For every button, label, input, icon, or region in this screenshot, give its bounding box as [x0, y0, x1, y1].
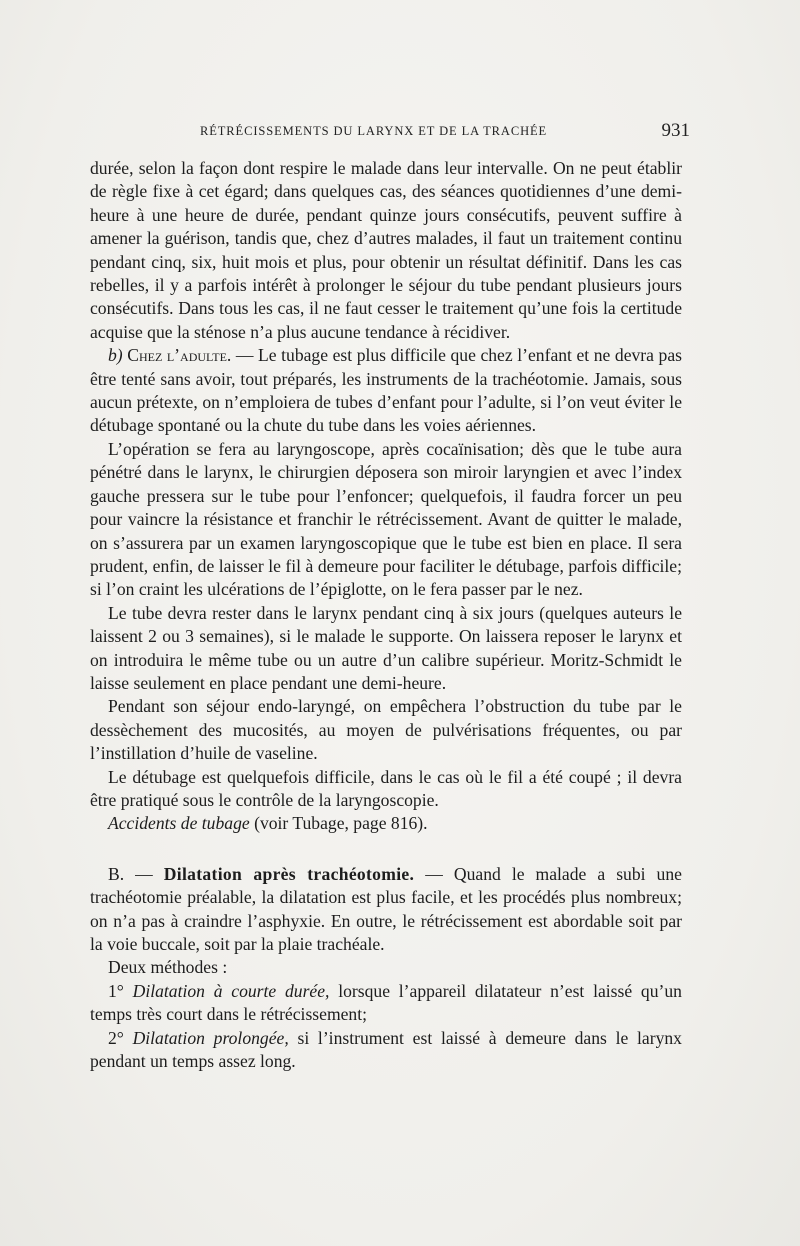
paragraph-two-methods: Deux méthodes :	[108, 957, 228, 978]
section-label: B. —	[108, 863, 153, 884]
method-2-title: Dilatation prolongée,	[132, 1027, 289, 1048]
section-gap	[90, 836, 682, 863]
page-number: 931	[661, 120, 690, 141]
body-text	[90, 157, 682, 1073]
running-title: RÉTRÉCISSEMENTS DU LARYNX ET DE LA TRACHÉE	[200, 124, 548, 138]
paragraph-continuation: durée, selon la façon dont respire le malade dans leur intervalle. On ne peut établir de règle fixe à cet égard; dans quelques cas, des séances quotidiennes d’une demi-heure à une heure de durée, pendant quinze jours consécutifs, peuvent suffire à amener la guérison, tandis que, chez d’autres malades, il faut un traitement continu pendant cinq, six, huit mois et plus, pour obtenir un résultat définitif. Dans les cas rebelles, il y a parfois intérêt à prolonger le séjour du tube pendant plusieurs jours consécutifs. Dans tous les cas, il ne faut cesser le traitement qu’une fois la certitude acquise que la sténose n’a plus aucune tendance à récidiver.	[90, 158, 682, 342]
paragraph-adult-tubage	[90, 344, 682, 438]
subsection-label: b)	[108, 345, 123, 366]
method-1-number: 1°	[108, 980, 124, 1001]
accidents-reference: (voir Tubage, page 816).	[254, 813, 428, 834]
accidents-title: Accidents de tubage	[108, 813, 250, 834]
section-heading: Dilatation après trachéotomie.	[163, 863, 415, 884]
page-header	[200, 120, 690, 142]
subsection-text: — Le tubage est plus difficile que chez l’enfant et ne devra pas être tenté sans avoir, tout préparés, les instruments de la trachéotomie. Jamais, sous aucun prétexte, on n’emploiera de tubes d’enfant pour l’adulte, si l’on veut éviter le détubage spontané ou la chute du tube dans les voies aériennes.	[90, 345, 682, 436]
method-1-text: lorsque l’appareil dilatateur n’est laissé qu’un temps très court dans le rétrécissement;	[90, 980, 682, 1025]
paragraph-operation: L’opération se fera au laryngoscope, après cocaïnisation; dès que le tube aura pénétré dans le larynx, le chirurgien déposera son miroir laryngien et avec l’index gauche pressera sur le tube pour l’enfoncer; quelquefois, il faudra forcer un peu pour vaincre la résistance et franchir le rétrécissement. Avant de quitter le malade, on s’assurera par un examen laryngoscopique que le tube est bien en place. Il sera prudent, enfin, de laisser le fil à demeure pour faciliter le détubage, parfois difficile; si l’on craint les ulcérations de l’épiglotte, on le fera passer par le nez.	[90, 438, 682, 600]
paragraph-accidents	[90, 812, 682, 835]
method-1-title: Dilatation à courte durée,	[132, 980, 330, 1001]
paragraph-detubage: Le détubage est quelquefois difficile, dans le cas où le fil a été coupé ; il devra être pratiqué sous le contrôle de la laryngoscopie.	[90, 766, 682, 810]
paragraph-obstruction: Pendant son séjour endo-laryngé, on empêchera l’obstruction du tube par le dessèchement des mucosités, au moyen de pulvérisations fréquentes, ou par l’instillation d’huile de vaseline.	[90, 696, 682, 764]
section-text: — Quand le malade a subi une trachéotomie préalable, la dilatation est plus facile, et les procédés plus nombreux; on n’a pas à craindre l’asphyxie. En outre, le rétrécissement est abordable soit par la voie buccale, soit par la plaie trachéale.	[90, 863, 682, 954]
paragraph-section-b	[90, 863, 682, 957]
subsection-heading: Chez l’adulte.	[127, 345, 232, 366]
method-2-text: si l’instrument est laissé à demeure dans le larynx pendant un temps assez long.	[90, 1027, 682, 1072]
paragraph-tube-duration: Le tube devra rester dans le larynx pendant cinq à six jours (quelques auteurs le laissent 2 ou 3 semaines), si le malade le supporte. On laissera reposer le larynx et on introduira le même tube ou un autre d’un calibre supérieur. Moritz-Schmidt le laisse seulement en place pendant une demi-heure.	[90, 602, 682, 693]
paragraph-method-2	[90, 1027, 682, 1074]
method-2-number: 2°	[108, 1027, 124, 1048]
paragraph-method-1	[90, 980, 682, 1027]
